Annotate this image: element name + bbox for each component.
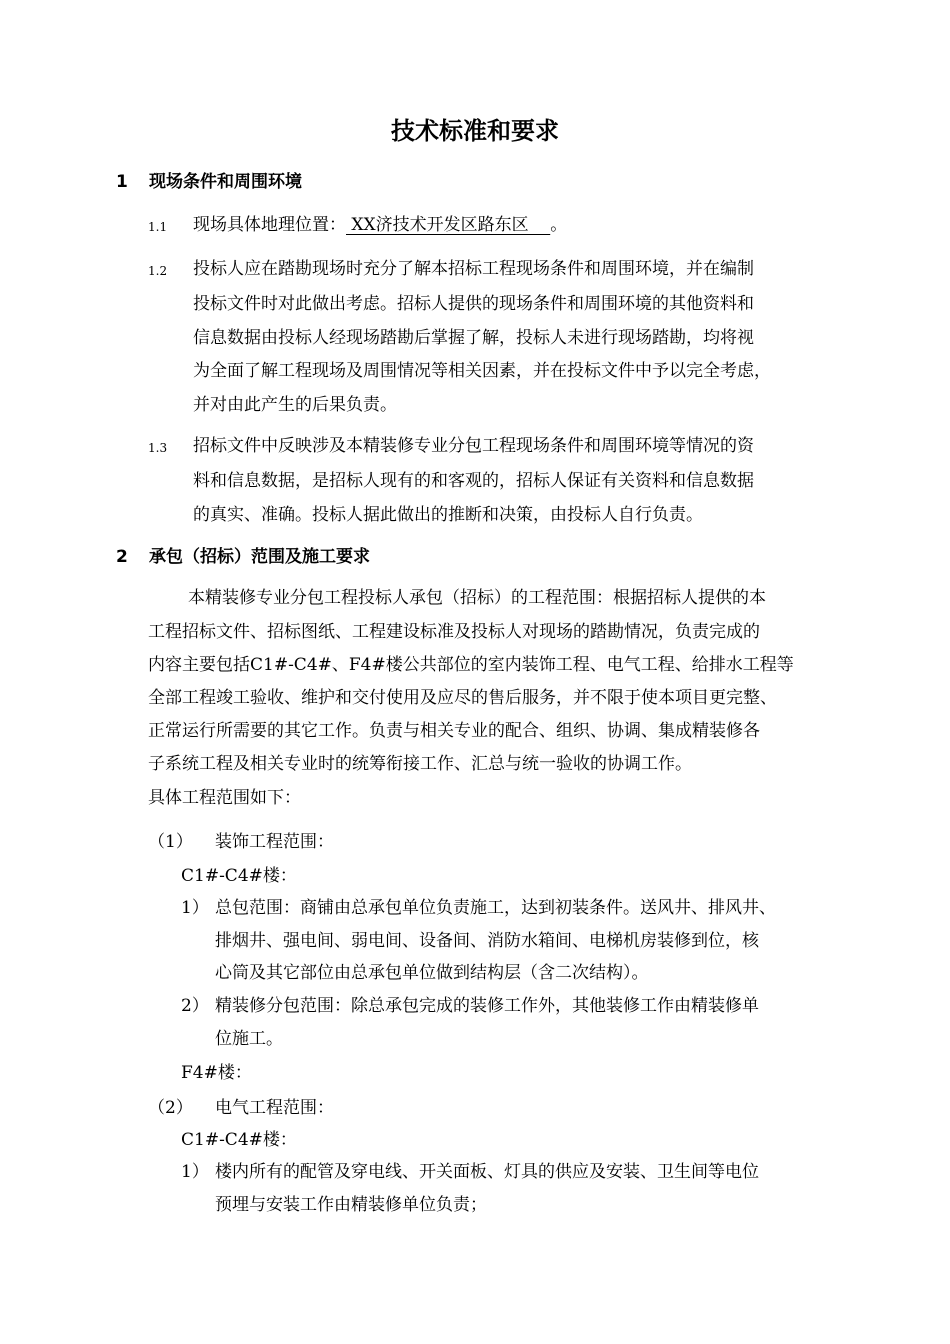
- scope-paragraph-line: 正常运行所需要的其它工作。负责与相关专业的配合、组织、协调、集成精装修各: [148, 721, 760, 741]
- sub-1-building-a: C1#-C4#楼：: [181, 866, 297, 886]
- sub-1-item-2-number: 2）: [181, 996, 209, 1016]
- scope-paragraph-line: 子系统工程及相关专业时的统筹衔接工作、汇总与统一验收的协调工作。: [148, 754, 692, 774]
- page-title: 技术标准和要求: [391, 117, 559, 145]
- item-1-2-line: 投标人应在踏勘现场时充分了解本招标工程现场条件和周围环境，并在编制: [193, 259, 754, 279]
- location-value: XX济技术开发区路东区: [346, 215, 551, 235]
- section-2-title: 承包（招标）范围及施工要求: [149, 547, 370, 567]
- section-1-heading: [116, 170, 302, 194]
- sub-1-item-1-line: 排烟井、强电间、弱电间、设备间、消防水箱间、电梯机房装修到位，核: [215, 931, 759, 951]
- sub-2-number: （2）: [148, 1098, 193, 1118]
- item-1-2-line: 投标文件时对此做出考虑。招标人提供的现场条件和周围环境的其他资料和: [193, 294, 754, 314]
- scope-intro: 具体工程范围如下：: [148, 788, 301, 808]
- sub-2-item-1-line: 预埋与安装工作由精装修单位负责；: [215, 1195, 487, 1215]
- sub-2-heading: 电气工程范围：: [215, 1098, 334, 1118]
- section-2-number: 2: [116, 547, 128, 567]
- item-1-2-line: 并对由此产生的后果负责。: [193, 395, 397, 415]
- sub-1-item-2-line: 精装修分包范围：除总承包完成的装修工作外，其他装修工作由精装修单: [215, 996, 759, 1016]
- sub-2-item-1-line: 楼内所有的配管及穿电线、开关面板、灯具的供应及安装、卫生间等电位: [215, 1162, 759, 1182]
- item-1-2-number: 1.2: [148, 264, 168, 278]
- item-1-1-number: 1.1: [148, 220, 168, 234]
- item-1-1-text: [193, 213, 567, 237]
- section-2-heading: [116, 545, 370, 569]
- location-end: 。: [550, 215, 568, 235]
- sub-1-building-b: F4#楼：: [181, 1063, 252, 1083]
- section-1-title: 现场条件和周围环境: [149, 172, 302, 192]
- scope-paragraph-line: 内容主要包括C1#-C4#、F4#楼公共部位的室内装饰工程、电气工程、给排水工程等: [148, 655, 794, 675]
- scope-paragraph-line: 本精装修专业分包工程投标人承包（招标）的工程范围：根据招标人提供的本: [188, 588, 766, 608]
- sub-1-number: （1）: [148, 832, 193, 852]
- sub-1-item-1-line: 总包范围：商铺由总承包单位负责施工，达到初装条件。送风井、排风井、: [215, 898, 776, 918]
- sub-1-heading: 装饰工程范围：: [215, 832, 334, 852]
- item-1-3-number: 1.3: [148, 441, 168, 455]
- sub-2-item-1-number: 1）: [181, 1162, 209, 1182]
- sub-1-item-1-number: 1）: [181, 898, 209, 918]
- location-label: 现场具体地理位置：: [193, 215, 346, 235]
- sub-1-item-1-line: 心筒及其它部位由总承包单位做到结构层（含二次结构）。: [215, 963, 649, 983]
- item-1-2-line: 为全面了解工程现场及周围情况等相关因素，并在投标文件中予以完全考虑，: [193, 361, 771, 381]
- item-1-3-line: 的真实、准确。投标人据此做出的推断和决策，由投标人自行负责。: [193, 505, 703, 525]
- item-1-3-line: 料和信息数据，是招标人现有的和客观的，招标人保证有关资料和信息数据: [193, 471, 754, 491]
- sub-1-item-2-line: 位施工。: [215, 1029, 283, 1049]
- section-1-number: 1: [116, 172, 128, 192]
- item-1-3-line: 招标文件中反映涉及本精装修专业分包工程现场条件和周围环境等情况的资: [193, 436, 754, 456]
- scope-paragraph-line: 全部工程竣工验收、维护和交付使用及应尽的售后服务，并不限于使本项目更完整、: [148, 688, 777, 708]
- item-1-2-line: 信息数据由投标人经现场踏勘后掌握了解，投标人未进行现场踏勘，均将视: [193, 328, 754, 348]
- scope-paragraph-line: 工程招标文件、招标图纸、工程建设标准及投标人对现场的踏勘情况，负责完成的: [148, 622, 760, 642]
- sub-2-building-a: C1#-C4#楼：: [181, 1130, 297, 1150]
